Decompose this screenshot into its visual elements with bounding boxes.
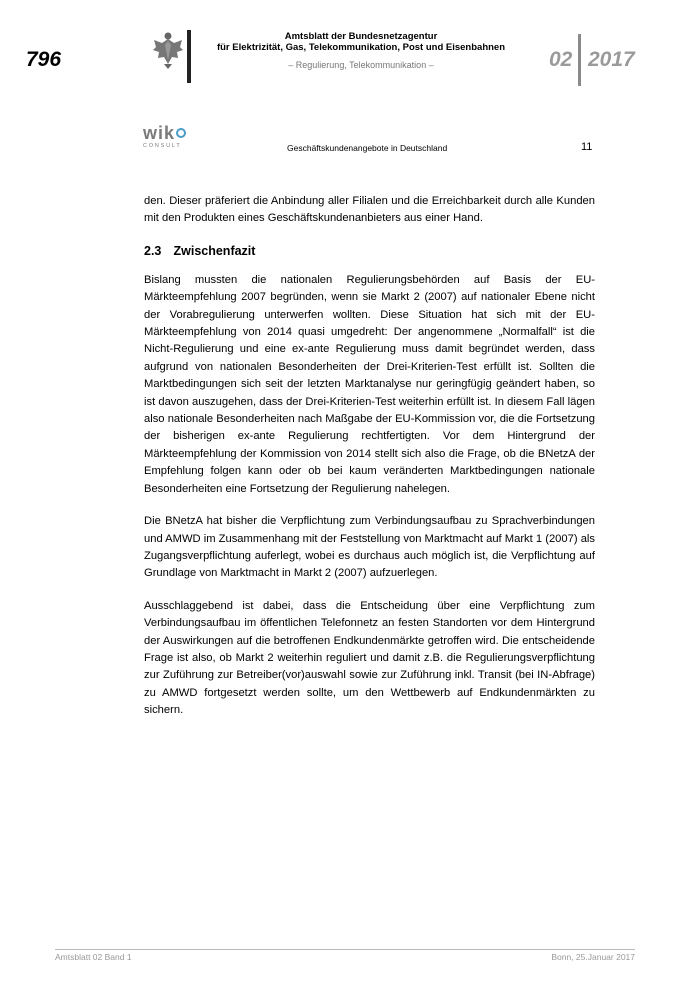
wik-logo-text: wik (143, 123, 176, 143)
footer-divider (55, 949, 635, 950)
wik-consult-logo (143, 124, 189, 149)
header-divider (187, 30, 191, 83)
section-heading (144, 243, 595, 260)
footer-publication: Amtsblatt 02 Band 1 (55, 952, 132, 962)
body-paragraph: Ausschlaggebend ist dabei, dass die Entscheidung über eine Verpflichtung zum Verbindungsaufbau im öffentlichen Telefonnetz an festen Standorten vor dem Hintergrund der Auswirkungen auf die betroffenen Endkundenmärkte getroffen wird. Die entscheidende Frage ist also, ob Markt 2 weiterhin reguliert und damit z.B. die Regulierungsverpflichtung zur Zuführung zur Betreiber(vor)auswahl sowie zur Zuführung inkl. Transit (bei IN-Abfrage) zu AMWD fortgesetzt werden sollte, um den Wettbewerb auf Endkundenmärkten zu sichern. (144, 599, 595, 717)
publication-title (196, 31, 526, 53)
wik-logo-subtext: CONSULT (143, 143, 182, 149)
publication-title-line2: für Elektrizität, Gas, Telekommunikation, Post und Eisenbahnen (216, 42, 506, 53)
federal-eagle-icon (152, 30, 184, 70)
document-body (144, 193, 595, 735)
body-paragraph: Bislang mussten die nationalen Regulierungsbehörden auf Basis der EU-Märkteempfehlung 2007 begründen, wenn sie Markt 2 (2007) auf nationaler Ebene nicht der Vorabregulierung unterwerfen wollten. Diese Situation hat sich mit der EU-Märkteempfehlung von 2014 quasi umgedreht: Der angenommene „Normalfall“ ist die Nicht-Regulierung und eine ex-ante Regulierung muss damit begründet werden, dass aufgrund von nationalen Besonderheiten der Drei-Kriterien-Test erfüllt ist. Sollten die Marktbedingungen sich seit der letzten Marktanalyse nur geringfügig geändert haben, so ist davon auszugehen, dass der Drei-Kriterien-Test weiterhin erfüllt ist. In diesem Fall lägen also nationale Besonderheiten nach Maßgabe der EU-Kommission vor, die die Fortsetzung der bisherigen ex-ante Regulierung rechtfertigten. Vor dem Hintergrund der Märkteempfehlung der Kommission von 2014 stellt sich also die Frage, ob die BNetzA der Empfehlung folgen kann oder ob bei kaum veränderten Marktbedingungen nationale Besonderheiten eine Fortsetzung der Regulierung nahelegen. (144, 273, 595, 495)
wik-logo-circle-icon (176, 128, 186, 138)
issue-year: 2017 (588, 48, 635, 71)
running-header-title: Geschäftskundenangebote in Deutschland (287, 143, 448, 153)
publication-subtitle: – Regulierung, Telekommunikation – (288, 60, 434, 70)
intro-paragraph: den. Dieser präferiert die Anbindung aller Filialen und die Erreichbarkeit durch alle Kunden mit den Produkten eines Geschäftskundenanbieters aus einer Hand. (144, 195, 595, 225)
issue-divider (578, 34, 581, 86)
publication-title-line1: Amtsblatt der Bundesnetzagentur (284, 31, 438, 42)
running-header-page: 11 (581, 141, 593, 153)
page-number: 796 (26, 48, 62, 71)
issue-number: 02 (549, 48, 573, 71)
section-number: 2.3 (144, 243, 162, 258)
section-title: Zwischenfazit (173, 243, 256, 258)
body-paragraph: Die BNetzA hat bisher die Verpflichtung zum Verbindungsaufbau zu Sprachverbindungen und AMWD im Zusammenhang mit der Feststellung von Marktmacht auf Markt 1 (2007) als Zugangsverpflichtung auferlegt, wobei es durchaus auch möglich ist, die Verpflichtung auf Grundlage von Marktmacht in Markt 2 (2007) aufzuerlegen. (144, 515, 595, 580)
footer-date: Bonn, 25.Januar 2017 (551, 952, 635, 962)
